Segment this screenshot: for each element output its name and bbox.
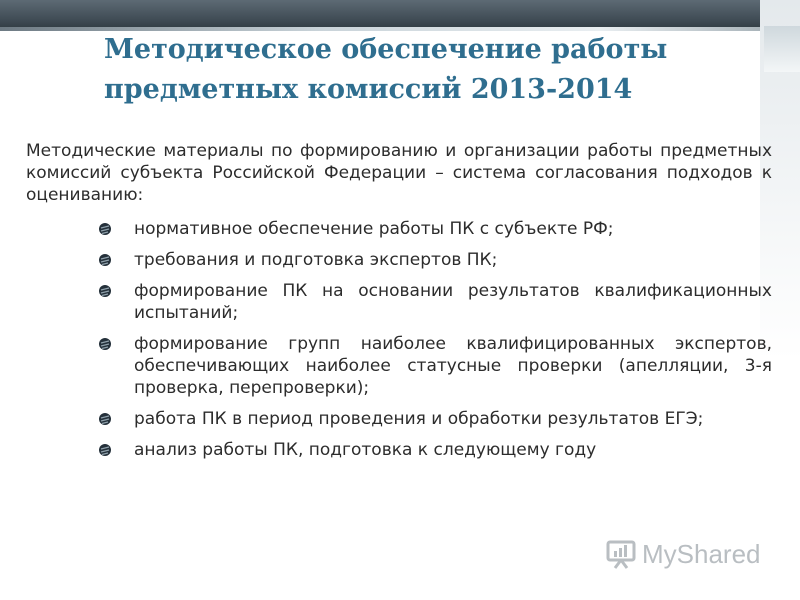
- list-item: [96, 333, 772, 399]
- list-item-text: формирование ПК на основании результатов квалификационных испытаний;: [134, 281, 772, 323]
- round-bullet-icon: [98, 253, 112, 267]
- intro-paragraph: Методические материалы по формированию и организации работы предметных комиссий субъекта Российской Федерации – система согласования подходов к оцениванию:: [26, 141, 772, 205]
- round-bullet-icon: [98, 443, 112, 457]
- round-bullet-icon: [98, 337, 112, 351]
- list-item: [96, 408, 772, 430]
- watermark-text: MyShared: [642, 538, 761, 569]
- list-item: [96, 249, 772, 271]
- list-item-text: анализ работы ПК, подготовка к следующему году: [134, 440, 597, 460]
- slide-title: Методическое обеспечение работы предметных комиссий 2013-2014: [104, 34, 668, 105]
- list-item: [96, 280, 772, 324]
- bullet-list: [96, 218, 772, 461]
- round-bullet-icon: [98, 284, 112, 298]
- list-item: [96, 218, 772, 240]
- myshared-watermark: [606, 536, 766, 572]
- list-item-text: нормативное обеспечение работы ПК с субъекте РФ;: [134, 219, 614, 239]
- corner-decor-shape: [764, 26, 800, 72]
- list-item: [96, 439, 772, 461]
- list-item-text: требования и подготовка экспертов ПК;: [134, 250, 498, 270]
- presentation-board-icon: [606, 539, 636, 569]
- top-decor-bar: [0, 0, 800, 30]
- list-item-text: работа ПК в период проведения и обработки результатов ЕГЭ;: [134, 409, 704, 429]
- round-bullet-icon: [98, 412, 112, 426]
- list-item-text: формирование групп наиболее квалифицированных экспертов, обеспечивающих наиболее статусные проверки (апелляции, 3-я проверка, перепроверки);: [134, 334, 772, 398]
- round-bullet-icon: [98, 222, 112, 236]
